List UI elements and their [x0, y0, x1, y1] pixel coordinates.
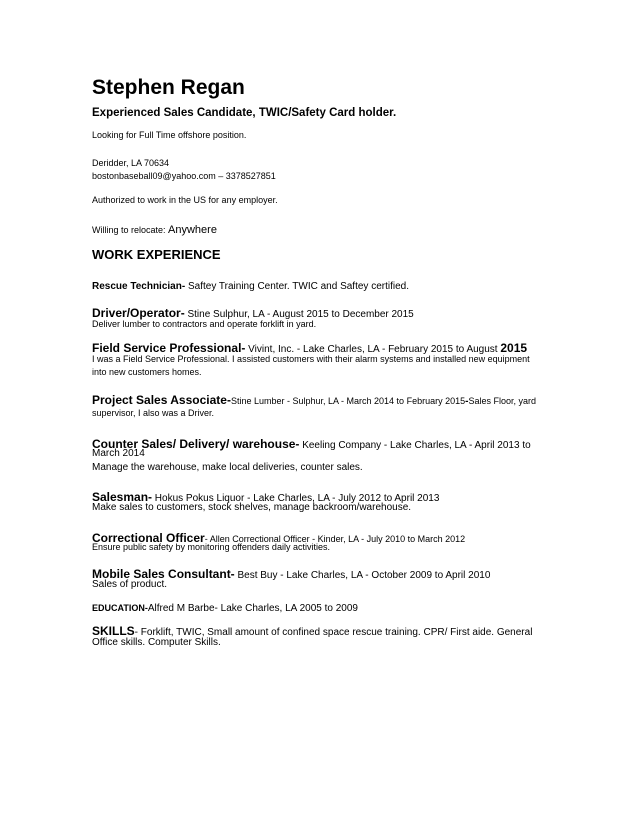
- job-detail-year: 2015: [500, 341, 528, 355]
- job-title: Mobile Sales Consultant-: [92, 567, 235, 581]
- job-detail: Hokus Pokus Liquor - Lake Charles, LA - July 2012 to April 2013: [152, 493, 440, 504]
- objective: Looking for Full Time offshore position.: [92, 130, 247, 140]
- job-title: Driver/Operator-: [92, 306, 185, 320]
- job-description: March 2014: [92, 448, 145, 459]
- job-description: Ensure public safety by monitoring offenders daily activities.: [92, 542, 330, 552]
- job-detail: Saftey Training Center. TWIC and Saftey certified.: [185, 281, 409, 292]
- job-detail: Stine Sulphur, LA - August 2015 to December 2015: [184, 309, 414, 320]
- job-title: Field Service Professional-: [92, 341, 246, 355]
- education-entry: [92, 598, 358, 616]
- location: Deridder, LA 70634: [92, 158, 170, 168]
- candidate-name: Stephen Regan: [92, 76, 245, 99]
- job-title: Rescue Technician-: [92, 281, 186, 292]
- skills-detail: - Forklift, TWIC, Small amount of confined space rescue training. CPR/ First aide. General: [134, 627, 533, 638]
- job-entry: [92, 276, 409, 294]
- job-description: supervisor, I also was a Driver.: [92, 408, 215, 418]
- work-experience-heading: WORK EXPERIENCE: [92, 247, 221, 262]
- job-description: Manage the warehouse, make local deliveries, counter sales.: [92, 462, 363, 473]
- job-description: Deliver lumber to contractors and operate forklift in yard.: [92, 319, 317, 329]
- skills-label: SKILLS: [92, 624, 135, 638]
- relocate-label: Willing to relocate:: [92, 225, 169, 235]
- job-detail: Keeling Company - Lake Charles, LA - April 2013 to: [299, 440, 531, 451]
- job-detail-tail: Sales Floor, yard: [468, 396, 536, 406]
- job-description: Make sales to customers, stock shelves, manage backroom/warehouse.: [92, 502, 412, 513]
- headline: Experienced Sales Candidate, TWIC/Safety Card holder.: [92, 107, 397, 119]
- job-detail: - Allen Correctional Officer - Kinder, LA - July 2010 to March 2012: [204, 534, 466, 544]
- job-title: Salesman-: [92, 490, 153, 504]
- work-authorization: Authorized to work in the US for any employer.: [92, 195, 278, 205]
- job-entry: [92, 435, 531, 453]
- job-title: Correctional Officer: [92, 531, 205, 545]
- job-description: I was a Field Service Professional. I assisted customers with their alarm systems and installed new equipment: [92, 354, 530, 364]
- job-detail: Best Buy - Lake Charles, LA - October 2009 to April 2010: [234, 570, 491, 581]
- job-description: Sales of product.: [92, 579, 168, 590]
- job-detail: Stine Lumber - Sulphur, LA - March 2014 to February 2015: [230, 396, 466, 406]
- contact-info: bostonbaseball09@yahoo.com – 3378527851: [92, 171, 276, 181]
- job-title: Counter Sales/ Delivery/ warehouse-: [92, 437, 300, 451]
- job-detail: Vivint, Inc. - Lake Charles, LA - February 2015 to August: [245, 344, 501, 355]
- job-detail-dash: -: [465, 396, 469, 407]
- relocate-value: Anywhere: [168, 224, 217, 236]
- education-label: EDUCATION-: [92, 603, 148, 613]
- job-description: into new customers homes.: [92, 367, 202, 377]
- relocation: [92, 220, 217, 238]
- skills-detail-continued: Office skills. Computer Skills.: [92, 637, 221, 648]
- education-detail: Alfred M Barbe- Lake Charles, LA 2005 to 2009: [147, 603, 358, 614]
- job-title: Project Sales Associate-: [92, 393, 231, 407]
- job-entry: [92, 391, 536, 409]
